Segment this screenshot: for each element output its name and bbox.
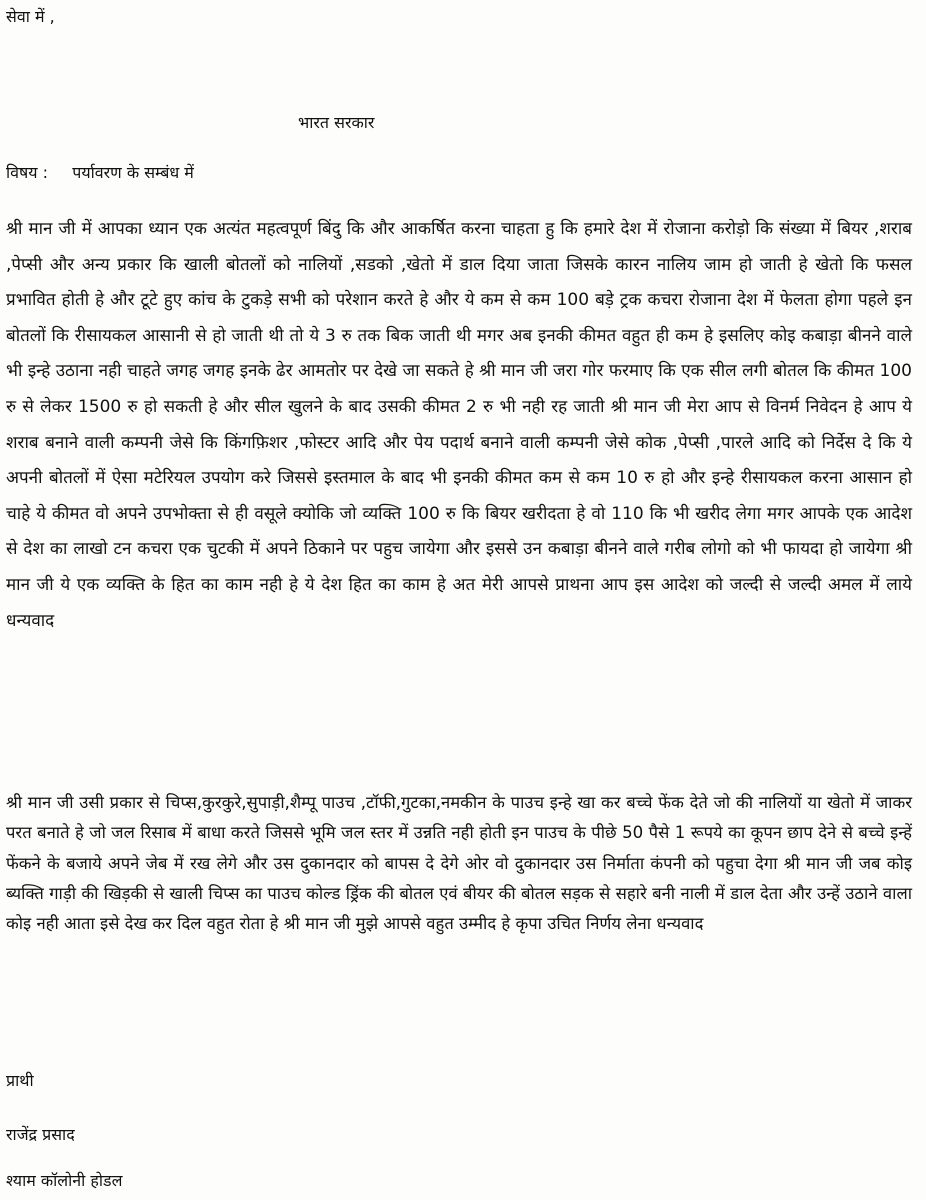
- subject-line: [6, 162, 194, 184]
- recipient: भारत सरकार: [298, 113, 375, 132]
- closing: प्राथी: [6, 1071, 34, 1090]
- salutation: सेवा में ,: [6, 7, 55, 26]
- subject-text: पर्यावरण के सम्बंध में: [72, 163, 194, 182]
- body-paragraph-1: श्री मान जी में आपका ध्यान एक अत्यंत महत्वपूर्ण बिंदु कि और आकर्षित करना चाहता हु कि हमारे देश में रोजाना करोड़ो कि संख्या में बियर ,शराब ,पेप्सी और अन्य प्रकार कि खाली बोतलों को नालियों ,सडको ,खेतो में डाल दिया जाता जिसके कारन नालिय जाम हो जाती हे खेतो कि फसल प्रभावित होती हे और टूटे हुए कांच के टुकड़े सभी को परेशान करते हे और ये कम से कम 100 बड़े ट्रक कचरा रोजाना देश में फेलता होगा पहले इन बोतलों कि रीसायकल आसानी से हो जाती थी तो ये 3 रु तक बिक जाती थी मगर अब इनकी कीमत वहुत ही कम हे इसलिए कोइ कबाड़ा बीनने वाले भी इन्हे उठाना नही चाहते जगह जगह इनके ढेर आमतोर पर देखे जा सकते हे श्री मान जी जरा गोर फरमाए कि एक सील लगी बोतल कि कीमत 100 रु से लेकर 1500 रु हो सकती हे और सील खुलने के बाद उसकी कीमत 2 रु भी नही रह जाती श्री मान जी मेरा आप से विनर्म निवेदन हे आप ये शराब बनाने वाली कम्पनी जेसे कि किंगफ़िशर ,फोस्टर आदि और पेय पदार्थ बनाने वाली कम्पनी जेसे कोक ,पेप्सी ,पारले आदि को निर्देस दे कि ये अपनी बोतलों में ऐसा मटेरियल उपयोग करे जिससे इस्तमाल के बाद भी इनकी कीमत कम से कम 10 रु हो और इन्हे रीसायकल करना आसान हो चाहे ये कीमत वो अपने उपभोक्ता से ही वसूले क्योकि जो व्यक्ति 100 रु कि बियर खरीदता हे वो 110 कि भी खरीद लेगा मगर आपके एक आदेश से देश का लाखो टन कचरा एक चुटकी में अपने ठिकाने पर पहुच जायेगा और इससे उन कबाड़ा बीनने वाले गरीब लोगो को भी फायदा हो जायेगा श्री मान जी ये एक व्यक्ति के हित का काम नही हे ये देश हित का काम हे अत मेरी आपसे प्राथना आप इस आदेश को जल्दी से जल्दी अमल में लाये धन्यवाद: [6, 219, 912, 631]
- body-paragraph-2: श्री मान जी उसी प्रकार से चिप्स,कुरकुरे,सुपाड़ी,शैम्पू पाउच ,टॉफी,गुटका,नमकीन के पाउच इन्हे खा कर बच्चे फेंक देते जो की नालियों या खेतो में जाकर परत बनाते हे जो जल रिसाब में बाधा करते जिससे भूमि जल स्तर में उन्नति नही होती इन पाउच के पीछे 50 पैसे 1 रूपये का कूपन छाप देने से बच्चे इन्हें फेंकने के बजाये अपने जेब में रख लेगे और उस दुकानदार को बापस दे देगे ओर वो दुकानदार उस निर्माता कंपनी को पहुचा देगा श्री मान जी जब कोइ ब्यक्ति गाड़ी की खिड़की से खाली चिप्स का पाउच कोल्ड ड्रिंक की बोतल एवं बीयर की बोतल सड़क से सहारे बनी नाली में डाल देता और उन्हें उठाने वाला कोइ नही आता इसे देख कर दिल वहुत रोता हे श्री मान जी मुझे आपसे वहुत उम्मीद हे कृपा उचित निर्णय लेना धन्यवाद: [6, 793, 912, 934]
- sender-address: श्याम कॉलोनी होडल: [6, 1171, 123, 1190]
- sender-name: राजेंद्र प्रसाद: [6, 1125, 75, 1144]
- subject-label: विषय :: [6, 163, 49, 182]
